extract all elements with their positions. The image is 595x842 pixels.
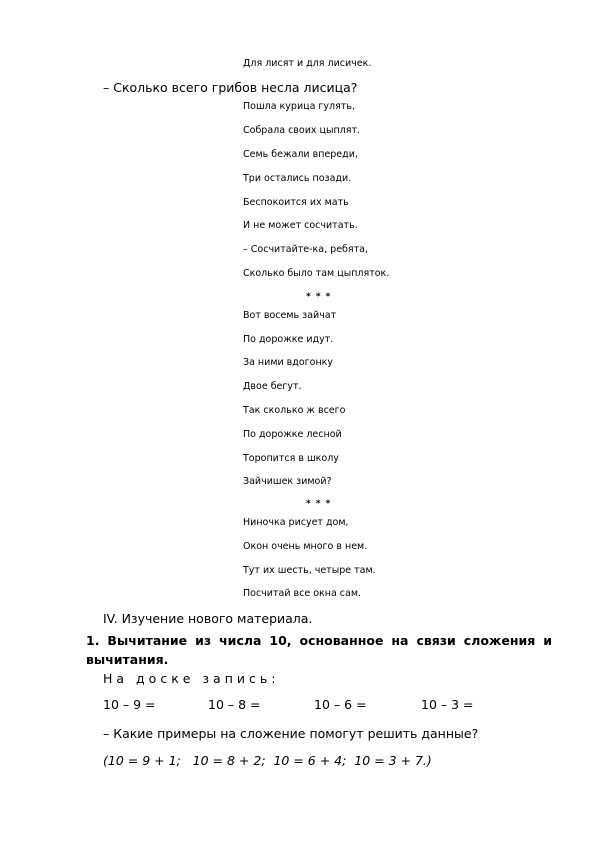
question-addition: – Какие примеры на сложение помогут решить данные?	[103, 726, 479, 741]
board-example: 10 – 3 =	[421, 697, 474, 712]
board-example: 10 – 6 =	[314, 697, 367, 712]
poem-line: Пошла курица гулять,	[243, 101, 355, 112]
poem-line: Тут их шесть, четыре там.	[243, 565, 376, 576]
poem-intro-tail: Для лисят и для лисичек.	[243, 58, 372, 69]
poem-line: – Сосчитайте-ка, ребята,	[243, 244, 368, 255]
subsection-title: 1. Вычитание из числа 10, основанное на связи сложения и вычитания.	[86, 633, 552, 667]
poem-line: По дорожке лесной	[243, 429, 342, 440]
poem-line: Ниночка рисует дом,	[243, 517, 349, 528]
poem-line: Зайчишек зимой?	[243, 476, 332, 487]
section-heading: IV. Изучение нового материала.	[103, 611, 313, 626]
poem-line: Вот восемь зайчат	[243, 310, 337, 321]
poem-line: Семь бежали впереди,	[243, 149, 358, 160]
board-example: 10 – 9 =	[103, 697, 156, 712]
poem-line: Торопится в школу	[243, 453, 339, 464]
poem-line: Посчитай все окна сам.	[243, 588, 362, 599]
poem-line: Сколько было там цыпляток.	[243, 268, 390, 279]
separator-stars: * * *	[306, 292, 332, 302]
poem-line: Собрала своих цыплят.	[243, 125, 361, 136]
poem-line: По дорожке идут.	[243, 334, 334, 345]
board-label: На доске запись:	[103, 671, 280, 686]
separator-stars: * * *	[306, 499, 332, 509]
poem-line: За ними вдогонку	[243, 357, 334, 368]
poem-line: Окон очень много в нем.	[243, 541, 368, 552]
answer-line: (10 = 9 + 1; 10 = 8 + 2; 10 = 6 + 4; 10 = 3 + 7.)	[103, 753, 432, 768]
board-example: 10 – 8 =	[208, 697, 261, 712]
poem-line: Три остались позади.	[243, 173, 352, 184]
poem-line: И не может сосчитать.	[243, 220, 358, 231]
poem-line: Двое бегут.	[243, 381, 302, 392]
poem-line: Беспокоится их мать	[243, 197, 349, 208]
question-mushrooms: – Сколько всего грибов несла лисица?	[103, 80, 358, 95]
poem-line: Так сколько ж всего	[243, 405, 346, 416]
